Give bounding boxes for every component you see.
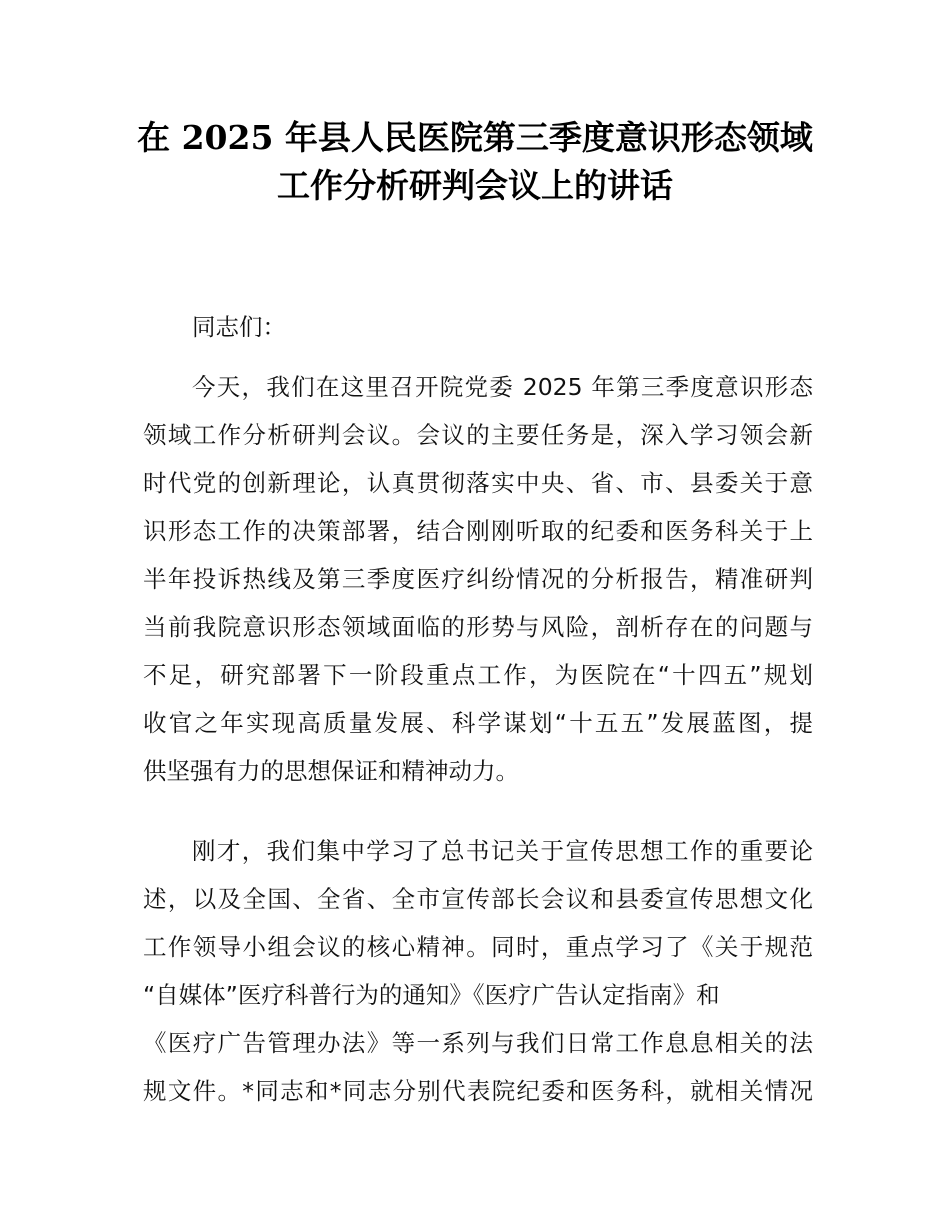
paragraph-1-line: 收官之年实现高质量发展、科学谋划“十五五”发展蓝图，提 (143, 709, 813, 737)
paragraph-2-line: 《医疗广告管理办法》等一系列与我们日常工作息息相关的法 (143, 1029, 813, 1057)
paragraph-2-line: 刚才，我们集中学习了总书记关于宣传思想工作的重要论 (192, 837, 813, 865)
paragraph-2-line: 规文件。*同志和*同志分别代表院纪委和医务科，就相关情况 (143, 1077, 813, 1105)
paragraph-2-line: 述，以及全国、全省、全市宣传部长会议和县委宣传思想文化 (143, 885, 813, 913)
paragraph-1-line: 供坚强有力的思想保证和精神动力。 (143, 757, 519, 785)
paragraph-2-line: “自媒体”医疗科普行为的通知》《医疗广告认定指南》和 (143, 981, 720, 1009)
document-title-line-2: 工作分析研判会议上的讲话 (277, 166, 673, 205)
paragraph-1-line: 今天，我们在这里召开院党委 2025 年第三季度意识形态 (192, 373, 813, 401)
paragraph-1-line: 半年投诉热线及第三季度医疗纠纷情况的分析报告，精准研判 (143, 565, 813, 593)
paragraph-1-line: 时代党的创新理论，认真贯彻落实中央、省、市、县委关于意 (143, 469, 813, 497)
salutation: 同志们： (192, 313, 286, 341)
paragraph-1-line: 不足，研究部署下一阶段重点工作，为医院在“十四五”规划 (143, 661, 813, 689)
paragraph-1-line: 领域工作分析研判会议。会议的主要任务是，深入学习领会新 (143, 421, 813, 449)
paragraph-2-line: 工作领导小组会议的核心精神。同时，重点学习了《关于规范 (143, 933, 813, 961)
paragraph-1-line: 当前我院意识形态领域面临的形势与风险，剖析存在的问题与 (143, 613, 813, 641)
paragraph-1-line: 识形态工作的决策部署，结合刚刚听取的纪委和医务科关于上 (143, 517, 813, 545)
document-title-line-1: 在 2025 年县人民医院第三季度意识形态领域 (137, 118, 813, 157)
